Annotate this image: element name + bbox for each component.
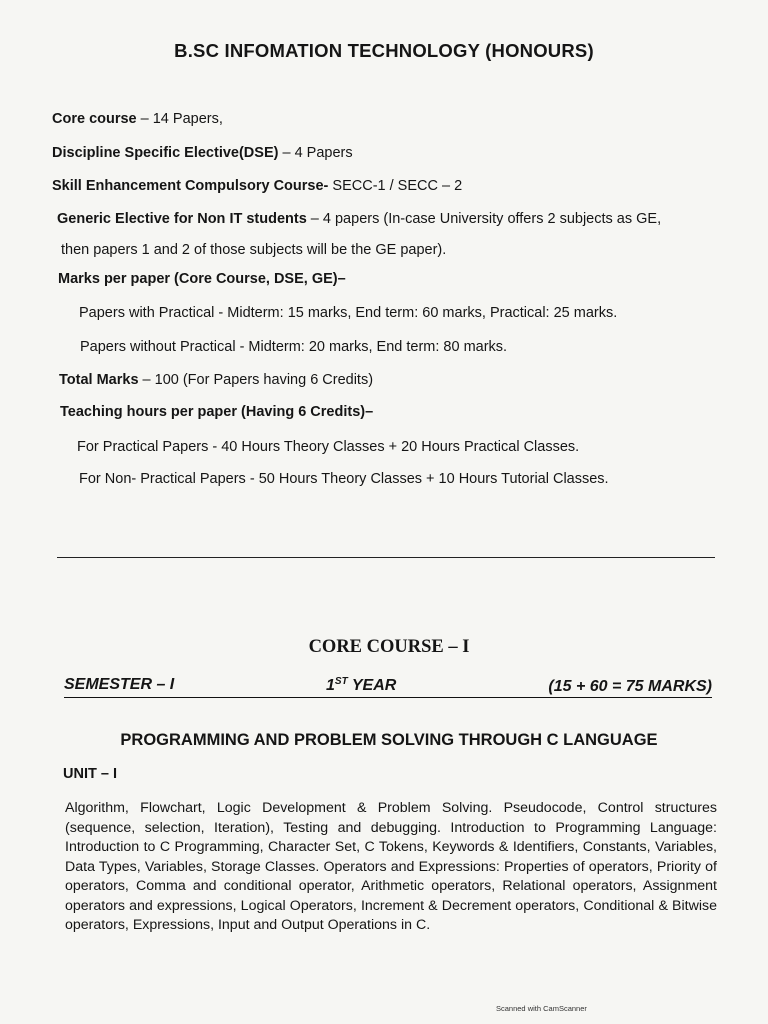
non-practical-hours-line — [79, 470, 609, 488]
secc-line — [52, 177, 462, 195]
year-label — [326, 676, 396, 695]
line-text: then papers 1 and 2 of those subjects will be the GE paper). — [61, 242, 447, 258]
line-text: – 100 (For Papers having 6 Credits) — [138, 372, 374, 388]
non-practical-marks-line — [80, 338, 507, 356]
dse-line — [52, 144, 353, 162]
line-text: – 14 Papers, — [136, 111, 223, 127]
practical-marks-line — [79, 304, 617, 322]
line-label: Skill Enhancement Compulsory Course- — [52, 178, 329, 194]
semester-row — [64, 675, 712, 698]
line-text: SECC-1 / SECC – 2 — [328, 178, 463, 194]
semester-label: SEMESTER – I — [64, 676, 175, 693]
line-label: Core course — [52, 111, 137, 127]
unit-heading: UNIT – I — [63, 766, 117, 782]
line-text: Papers with Practical - Midterm: 15 marks, End term: 60 marks, Practical: 25 marks. — [79, 305, 618, 321]
line-label: Teaching hours per paper (Having 6 Credits)– — [60, 404, 374, 420]
line-text: – 4 Papers — [278, 145, 353, 161]
generic-elective-continuation — [61, 241, 446, 259]
line-label: Discipline Specific Elective(DSE) — [52, 145, 279, 161]
line-text: For Non- Practical Papers - 50 Hours Theory Classes + 10 Hours Tutorial Classes. — [79, 471, 609, 487]
scanner-watermark: Scanned with CamScanner — [496, 1004, 587, 1013]
core-course-line — [52, 110, 223, 128]
line-label: Total Marks — [59, 372, 139, 388]
page-title: B.SC INFOMATION TECHNOLOGY (HONOURS) — [174, 40, 594, 61]
unit-syllabus-text: Algorithm, Flowchart, Logic Development & Problem Solving. Pseudocode, Control structures (sequence, selection, Iteration), Testing and debugging. Introduction to Programming Language: Introduction to C Programming, Character Set, C Tokens, Keywords & Identifiers, Constants, Variables, Data Types, Variables, Storage Classes. Operators and Expressions: Properties of operators, Priority of operators, Comma and conditional operator, Arithmetic operators, Relational operators, Assignment operators and expressions, Logical Operators, Increment & Decrement operators, Conditional & Bitwise operators, Expressions, Input and Output Operations in C. — [65, 800, 717, 933]
line-label: Marks per paper (Core Course, DSE, GE)– — [58, 271, 346, 287]
marks-label: (15 + 60 = 75 MARKS) — [548, 678, 712, 695]
line-text: For Practical Papers - 40 Hours Theory Classes + 20 Hours Practical Classes. — [77, 439, 580, 455]
line-text: Papers without Practical - Midterm: 20 marks, End term: 80 marks. — [80, 339, 508, 355]
year-word: YEAR — [347, 677, 397, 694]
practical-hours-line — [77, 438, 579, 456]
subject-title: PROGRAMMING AND PROBLEM SOLVING THROUGH C LANGUAGE — [120, 731, 658, 749]
generic-elective-line — [57, 210, 661, 228]
line-label: Generic Elective for Non IT students — [57, 211, 307, 227]
horizontal-divider — [57, 557, 715, 558]
total-marks-line — [59, 371, 373, 389]
line-text: – 4 papers (In-case University offers 2 subjects as GE, — [306, 211, 662, 227]
teaching-hours-heading — [60, 403, 373, 421]
core-course-title: CORE COURSE – I — [308, 637, 470, 657]
year-suffix: ST — [334, 676, 348, 687]
year-number: 1 — [326, 677, 335, 694]
marks-per-paper-heading — [58, 270, 346, 288]
